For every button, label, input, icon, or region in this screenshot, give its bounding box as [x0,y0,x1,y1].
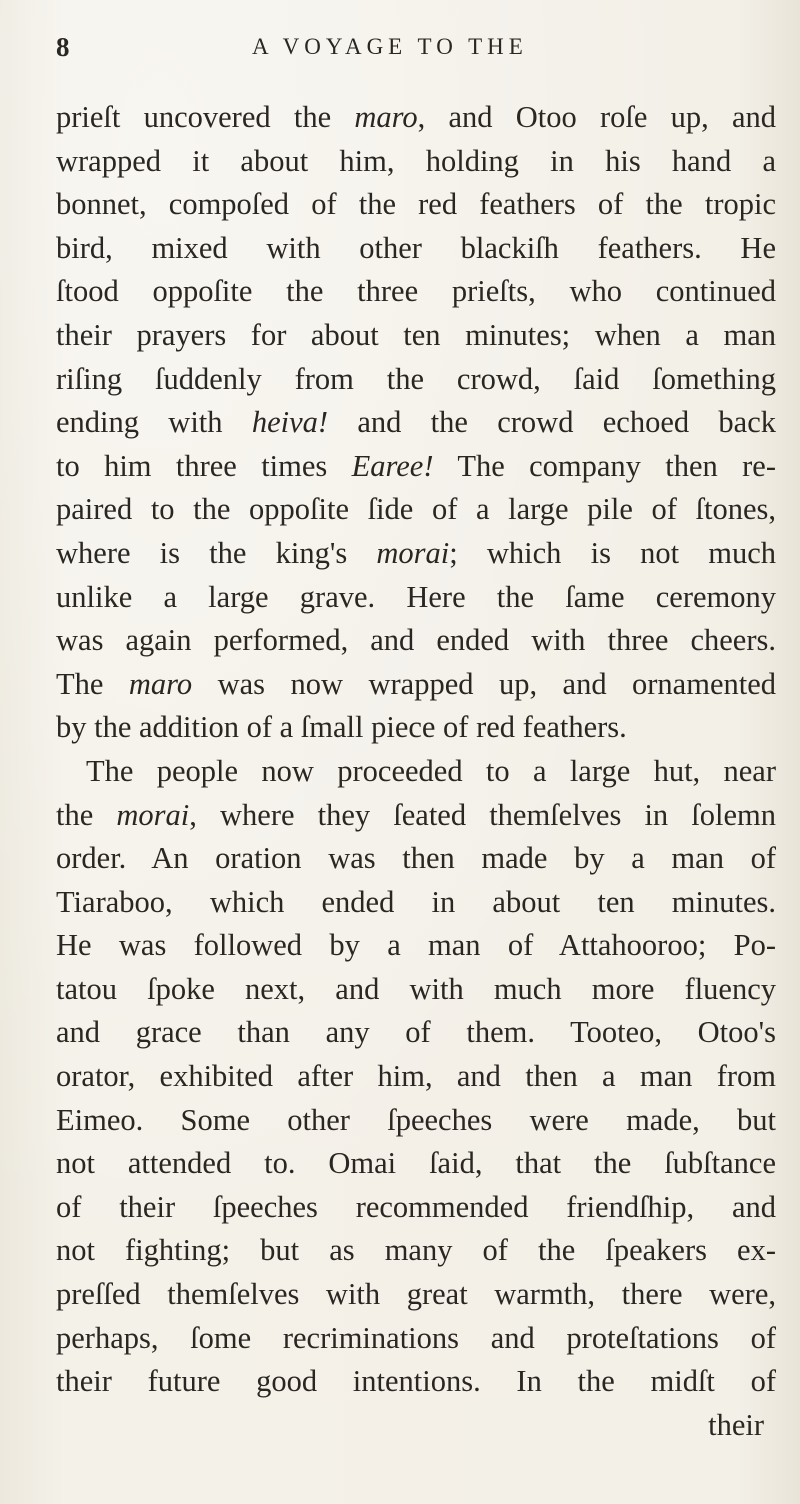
text-run: The [56,666,129,701]
text-line [56,227,776,271]
text-line [56,881,776,925]
text-run: ; which is not much [449,535,776,570]
text-line [56,750,776,794]
italic-word: maro [128,666,193,701]
text-line [56,619,776,663]
text-line [56,445,776,489]
text-line [56,1099,776,1143]
text-run: wrapped it about him, holding in his hand a [56,143,776,178]
text-run: ending with [56,405,252,440]
italic-word: morai [116,797,190,832]
text-run: bird, mixed with other blackiſh feathers. He [56,230,776,265]
text-run: unlike a large grave. Here the ſame ceremony [56,579,776,614]
text-run: perhaps, ſome recriminations and proteſtations of [56,1320,776,1355]
text-run: order. An oration was then made by a man of [56,841,776,876]
text-line [56,794,776,838]
text-run: and the crowd echoed back [328,405,776,440]
text-line [56,401,776,445]
text-run: bonnet, compoſed of the red feathers of the tropic [56,187,776,222]
text-run: was now wrapped up, and ornamented [192,666,776,701]
page-number: 8 [56,32,71,62]
text-run: Tiaraboo, which ended in about ten minutes. [56,884,776,919]
text-line [56,1317,776,1361]
catchword: their [708,1407,764,1442]
text-line [56,968,776,1012]
text-line [56,488,776,532]
text-run: paired to the oppoſite ſide of a large pile of ſtones, [56,492,776,527]
text-run: The company then re- [433,448,776,483]
text-line [56,706,776,750]
text-run: He was followed by a man of Attahooroo; Po- [56,928,776,963]
page-header [56,32,760,72]
text-run: orator, exhibited after him, and then a man from [56,1059,776,1094]
text-line [56,532,776,576]
text-line [56,1142,776,1186]
text-run: not fighting; but as many of the ſpeakers ex- [56,1233,776,1268]
italic-word: morai [376,535,450,570]
body-text [56,96,776,1447]
italic-word: heiva! [251,405,329,440]
text-run: and grace than any of them. Tooteo, Otoo's [56,1015,776,1050]
text-line [56,183,776,227]
text-run: ſtood oppoſite the three prieſts, who continued [56,274,776,309]
text-line [56,270,776,314]
text-line [56,1011,776,1055]
text-line [56,663,776,707]
italic-word: maro [354,100,418,134]
text-line [56,314,776,358]
text-run: , and Otoo roſe up, and [417,100,776,134]
text-line [56,924,776,968]
text-run: prieſt uncovered the [56,100,355,134]
text-line [56,140,776,184]
text-line [56,576,776,620]
text-run: to him three times [56,448,352,483]
text-run: , where they ſeated themſelves in ſolemn [189,797,776,832]
text-run: The people now proceeded to a large hut, near [86,753,776,788]
text-run: riſing ſuddenly from the crowd, ſaid ſomething [56,361,776,396]
text-line [56,358,776,402]
text-run: was again performed, and ended with three cheers. [56,623,776,658]
text-run: Eimeo. Some other ſpeeches were made, but [56,1102,776,1137]
running-head: A VOYAGE TO THE [252,34,528,59]
text-run: tatou ſpoke next, and with much more fluency [56,971,776,1006]
text-line [56,96,776,140]
text-run: where is the king's [56,535,377,570]
text-run: of their ſpeeches recommended friendſhip, and [56,1189,776,1224]
text-line [56,837,776,881]
text-run: not attended to. Omai ſaid, that the ſubſtance [56,1146,776,1181]
text-run: the [56,797,117,832]
text-line [56,1360,776,1404]
text-line [56,1186,776,1230]
text-line [56,1229,776,1273]
text-run: their prayers for about ten minutes; when a man [56,317,776,352]
text-line [56,1273,776,1317]
text-run: by the addition of a ſmall piece of red feathers. [56,710,627,745]
text-line [56,1055,776,1099]
italic-word: Earee! [351,448,434,483]
text-run: preſſed themſelves with great warmth, there were, [56,1277,776,1312]
text-run: their future good intentions. In the midſt of [56,1364,776,1399]
